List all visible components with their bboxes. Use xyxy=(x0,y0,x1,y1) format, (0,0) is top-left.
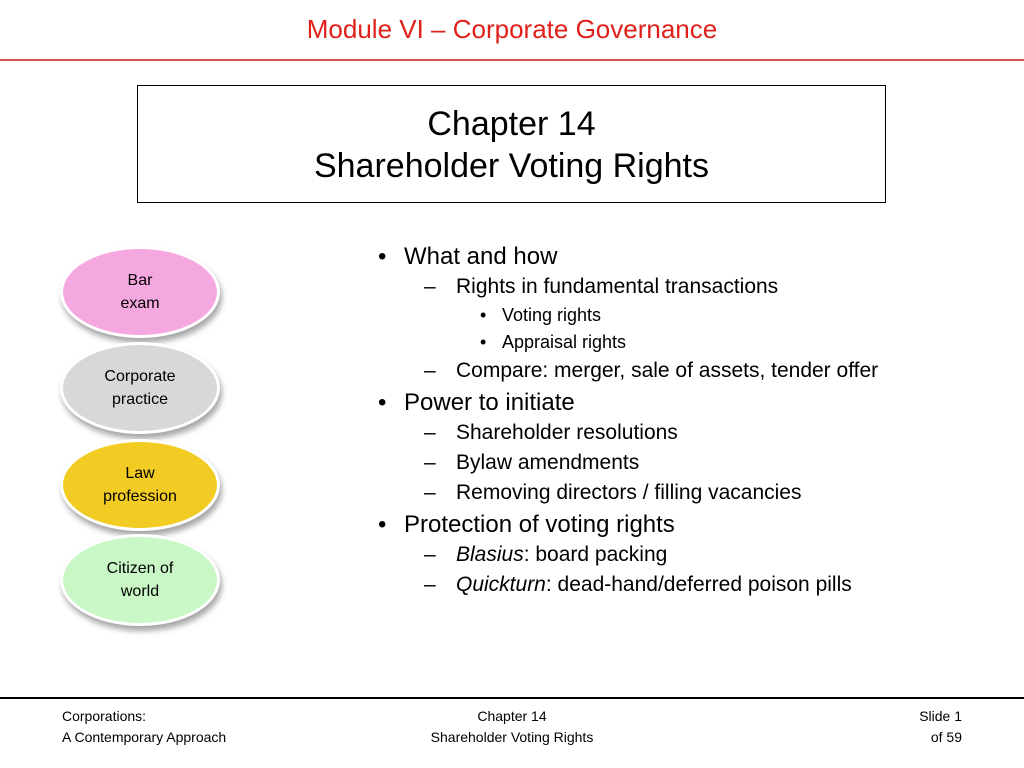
sub-bullet-item xyxy=(378,418,1008,448)
footer-center-line2: Shareholder Voting Rights xyxy=(430,729,594,745)
footer-slide-number xyxy=(919,706,962,748)
oval-label-line1: Bar xyxy=(127,272,153,289)
footer-right-line2: of 59 xyxy=(930,729,962,745)
sub-bullet-text: Rights in fundamental transactions xyxy=(456,275,779,298)
title-box xyxy=(137,85,886,203)
dash-marker: – xyxy=(424,573,436,596)
bullet-text: Power to initiate xyxy=(404,389,575,416)
footer-left-line1: Corporations: xyxy=(62,708,147,724)
bullet-marker: • xyxy=(378,243,387,270)
bullet-item xyxy=(378,510,1008,540)
oval-label-line2: world xyxy=(120,583,160,600)
case-name: Quickturn xyxy=(456,573,546,596)
case-name: Blasius xyxy=(456,543,524,566)
footer-chapter xyxy=(362,706,662,748)
bullet-list xyxy=(378,240,1008,600)
dash-marker: – xyxy=(424,451,436,474)
sub-bullet-item xyxy=(378,540,1008,570)
dash-marker: – xyxy=(424,421,436,444)
chapter-title: Shareholder Voting Rights xyxy=(313,147,710,185)
bullet-marker: • xyxy=(480,332,487,352)
sub-bullet-item xyxy=(378,272,1008,302)
sub-sub-bullet-text: Voting rights xyxy=(502,305,602,325)
sub-bullet-item xyxy=(378,448,1008,478)
dash-marker: – xyxy=(424,543,436,566)
chapter-number: Chapter 14 xyxy=(427,105,596,143)
dash-marker: – xyxy=(424,359,436,382)
oval-law-profession xyxy=(60,439,220,531)
sub-bullet-text: Removing directors / filling vacancies xyxy=(456,481,802,504)
sub-sub-bullet-text: Appraisal rights xyxy=(502,332,627,352)
bullet-marker: • xyxy=(378,389,387,416)
bullet-marker: • xyxy=(480,305,487,325)
sub-bullet-text: : board packing xyxy=(523,543,668,566)
dash-marker: – xyxy=(424,481,436,504)
sub-sub-bullet-item xyxy=(378,302,1008,329)
bullet-text: What and how xyxy=(404,243,558,270)
oval-corporate-practice xyxy=(60,342,220,434)
bullet-marker: • xyxy=(378,511,387,538)
footer-left-line2: A Contemporary Approach xyxy=(62,729,227,745)
sub-bullet-item xyxy=(378,570,1008,600)
bullet-item xyxy=(378,388,1008,418)
oval-label-line1: Citizen of xyxy=(106,560,174,577)
sub-bullet-text: Shareholder resolutions xyxy=(456,421,678,444)
sub-bullet-item xyxy=(378,478,1008,508)
dash-marker: – xyxy=(424,275,436,298)
footer-center-line1: Chapter 14 xyxy=(477,708,547,724)
sub-bullet-item xyxy=(378,356,1008,386)
oval-label-line2: exam xyxy=(120,295,160,312)
oval-label-line2: practice xyxy=(111,391,169,408)
sub-sub-bullet-item xyxy=(378,329,1008,356)
header-divider xyxy=(0,59,1024,61)
bullet-text: Protection of voting rights xyxy=(404,511,675,538)
footer-divider xyxy=(0,697,1024,699)
oval-bar-exam xyxy=(60,246,220,338)
bullet-item xyxy=(378,242,1008,272)
sub-bullet-text: : dead-hand/deferred poison pills xyxy=(545,573,852,596)
oval-citizen-of-world xyxy=(60,534,220,626)
oval-label-line2: profession xyxy=(103,488,177,505)
footer-right-line1: Slide 1 xyxy=(919,708,962,724)
oval-label-line1: Corporate xyxy=(104,368,176,385)
module-title: Module VI – Corporate Governance xyxy=(306,14,718,44)
sub-bullet-text: Bylaw amendments xyxy=(456,451,640,474)
oval-label-line1: Law xyxy=(125,465,155,482)
oval-stack xyxy=(60,246,224,626)
sub-bullet-text: Compare: merger, sale of assets, tender offer xyxy=(456,359,879,382)
footer-book-title xyxy=(62,706,226,748)
